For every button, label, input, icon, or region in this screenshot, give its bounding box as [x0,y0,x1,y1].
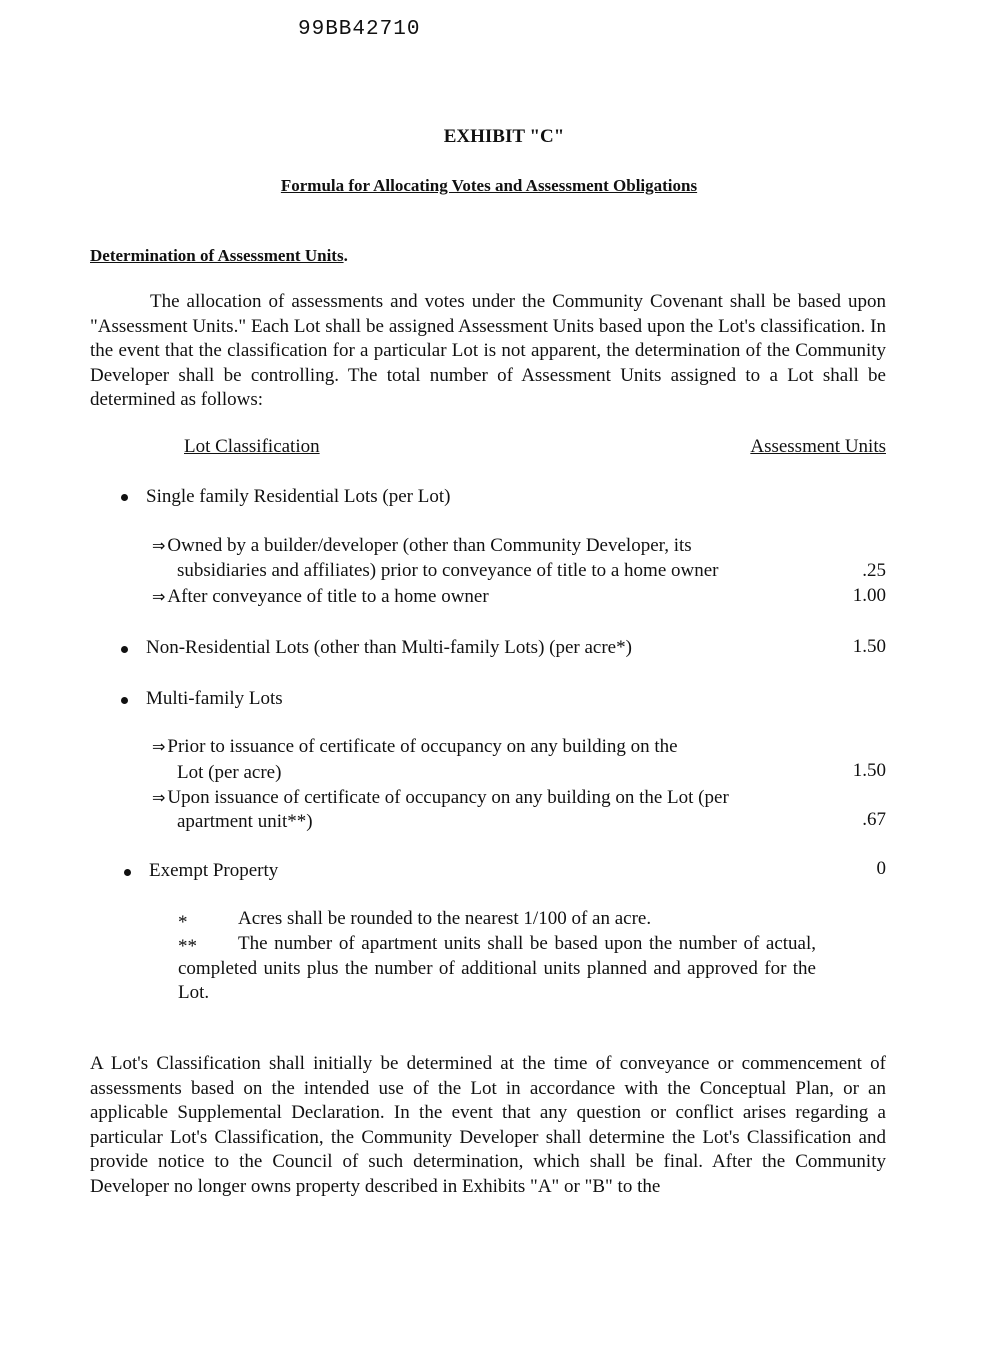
section-heading-period: . [343,246,348,265]
footnote-1: Acres shall be rounded to the nearest 1/100 of an acre. [238,908,652,929]
column-heading-classification: Lot Classification [184,436,320,457]
bullet-icon [121,697,128,704]
footnote-mark-1: * [178,912,188,933]
value-exempt: 0 [876,858,886,879]
value-upon-occupancy: .67 [862,809,886,830]
value-builder-owned: .25 [862,560,886,581]
section-heading-text: Determination of Assessment Units [90,246,344,265]
subitem-prior-occupancy-line1: ⇒ Prior to issuance of certificate of occupancy on any building on the [152,736,678,757]
item-multi-family: Multi-family Lots [146,688,283,709]
subitem-prior-occupancy-line2: Lot (per acre) [177,762,282,783]
item-non-residential: Non-Residential Lots (other than Multi-family Lots) (per acre*) [146,637,632,658]
page-title: EXHIBIT "C" [443,126,565,147]
subitem-builder-owned-line1: ⇒ Owned by a builder/developer (other than Community Developer, its [152,535,692,556]
subitem-after-conveyance: ⇒ After conveyance of title to a home owner [152,586,489,607]
item-exempt: Exempt Property [149,860,279,881]
bullet-icon [121,494,128,501]
intro-paragraph [90,290,886,413]
footnote-2-text: The number of apartment units shall be based upon the number of actual, completed units plus the number of additional units planned and approved for the Lot. [178,933,816,1003]
arrow-icon: ⇒ [152,536,166,555]
document-id: 99BB42710 [298,18,421,41]
subitem-builder-owned-line2: subsidiaries and affiliates) prior to conveyance of title to a home owner [177,560,719,581]
page-subtitle: Formula for Allocating Votes and Assessment Obligations [280,176,698,195]
section-heading [90,246,348,266]
value-non-residential: 1.50 [852,636,886,657]
arrow-icon: ⇒ [152,737,166,756]
subitem-upon-occupancy-line1: ⇒ Upon issuance of certificate of occupancy on any building on the Lot (per [152,787,729,808]
subitem-upon-occupancy-line2: apartment unit**) [177,811,313,832]
intro-paragraph-text: The allocation of assessments and votes under the Community Covenant shall be based upon "Assessment Units." Each Lot shall be assigned Assessment Units based upon the Lot's classification. In the event that the classification for a particular Lot is not apparent, the determination of the Community Developer shall be controlling. The total number of Assessment Units assigned to a Lot shall be determined as follows: [90,291,886,410]
bullet-icon [124,869,131,876]
value-after-conveyance: 1.00 [852,585,886,606]
item-single-family: Single family Residential Lots (per Lot) [146,486,451,507]
bullet-icon [121,646,128,653]
column-heading-units: Assessment Units [750,436,886,457]
footnote-2 [178,932,816,1006]
value-prior-occupancy: 1.50 [852,760,886,781]
footnote-mark-2: ** [178,936,197,957]
arrow-icon: ⇒ [152,788,166,807]
arrow-icon: ⇒ [152,587,166,606]
closing-paragraph: A Lot's Classification shall initially be determined at the time of conveyance or commencement of assessments based on the intended use of the Lot in accordance with the Conceptual Plan, or an applicable Supplemental Declaration. In the event that any question or conflict arises regarding a particular Lot's Classification, the Community Developer shall determine the Lot's Classification and provide notice to the Council of such determination, which shall be final. After the Community Developer no longer owns property described in Exhibits "A" or "B" to the [90,1053,886,1197]
